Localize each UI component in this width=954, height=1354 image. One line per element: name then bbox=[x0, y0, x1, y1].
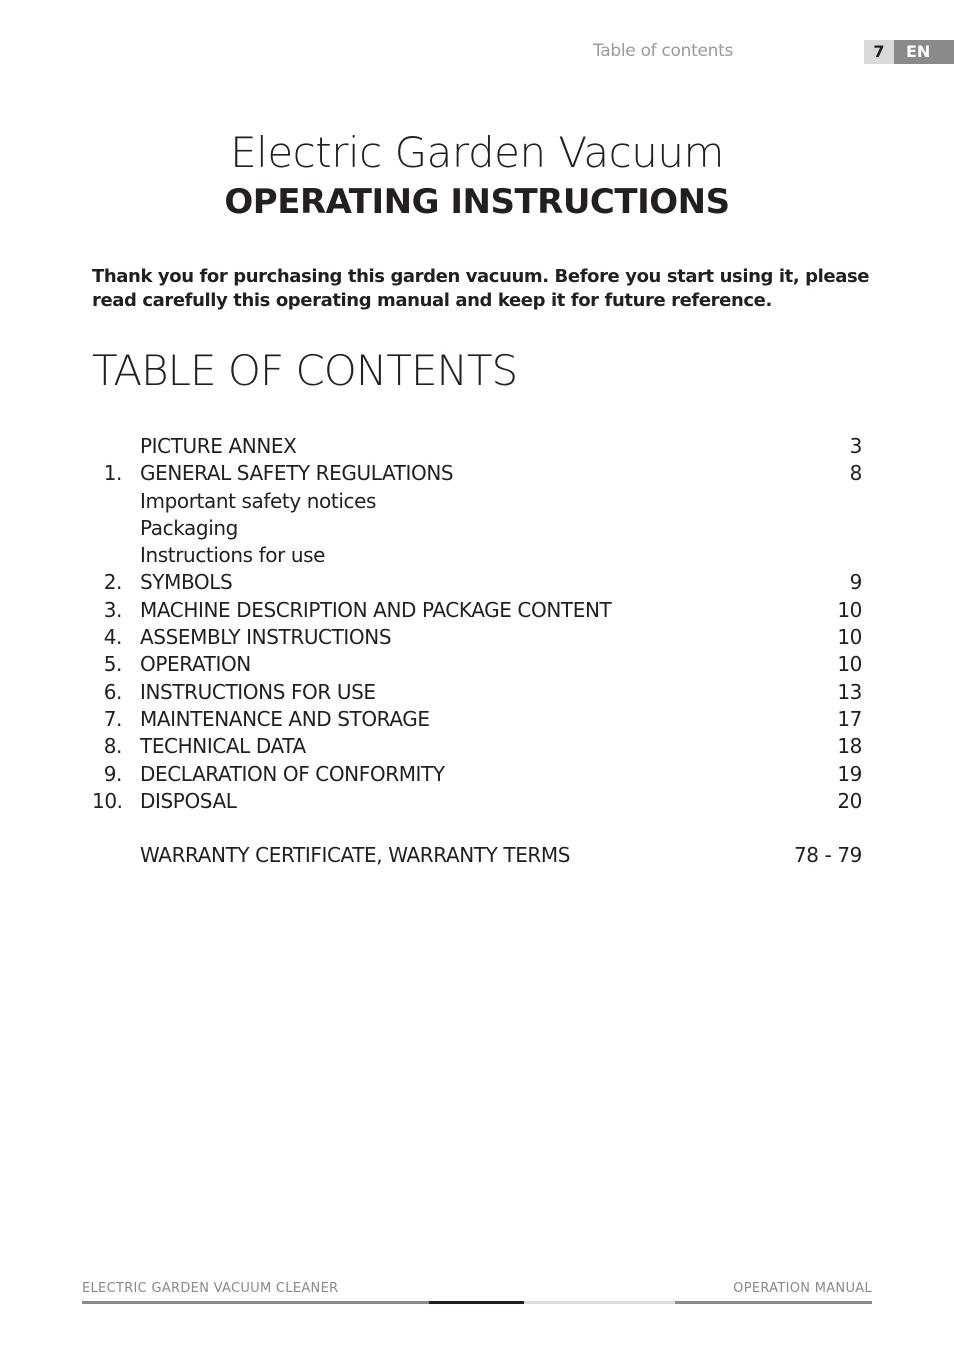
toc-entry-label: Instructions for use bbox=[140, 543, 326, 568]
toc-entry-number: 5. bbox=[103, 652, 122, 677]
toc-entry-page: 10 bbox=[837, 652, 862, 677]
toc-entry-page: 10 bbox=[837, 625, 862, 650]
toc-warranty-label: WARRANTY CERTIFICATE, WARRANTY TERMS bbox=[140, 843, 571, 868]
toc-entry-number: 7. bbox=[103, 706, 122, 731]
toc-entry-number: 10. bbox=[92, 788, 123, 813]
toc-spacer bbox=[92, 815, 862, 842]
toc-entry bbox=[92, 679, 862, 706]
toc-entry bbox=[92, 624, 862, 651]
toc-entry bbox=[92, 542, 862, 569]
footer-bar-mid-left bbox=[82, 1301, 429, 1304]
toc-entry bbox=[92, 433, 862, 460]
footer-product-name: ELECTRIC GARDEN VACUUM CLEANER bbox=[82, 1281, 339, 1296]
toc-entry-label: OPERATION bbox=[140, 652, 251, 677]
header-language-badge: EN bbox=[894, 40, 954, 64]
toc-entry-label: INSTRUCTIONS FOR USE bbox=[140, 679, 376, 704]
toc-entry bbox=[92, 488, 862, 515]
toc-entry-label: PICTURE ANNEX bbox=[140, 434, 297, 458]
toc-entry-page: 17 bbox=[837, 706, 862, 731]
toc-entry bbox=[92, 515, 862, 542]
toc-entry bbox=[92, 761, 862, 788]
toc-entry-label: DECLARATION OF CONFORMITY bbox=[140, 761, 445, 786]
toc-list bbox=[92, 433, 862, 869]
footer-bar-dark bbox=[429, 1301, 524, 1304]
toc-entry-label: DISPOSAL bbox=[140, 788, 237, 813]
toc-entry-number: 9. bbox=[103, 761, 122, 786]
toc-heading: TABLE OF CONTENTS bbox=[92, 346, 518, 395]
toc-entry-number: 1. bbox=[103, 461, 122, 486]
header-page-number: 7 bbox=[864, 40, 894, 64]
footer-bar-mid-right bbox=[675, 1301, 872, 1304]
toc-entry-page: 19 bbox=[837, 761, 862, 786]
footer-manual-type: OPERATION MANUAL bbox=[733, 1281, 872, 1296]
toc-entry-number: 8. bbox=[103, 734, 122, 759]
toc-entry-label: MAINTENANCE AND STORAGE bbox=[140, 706, 430, 731]
toc-entry-label: Important safety notices bbox=[140, 488, 376, 513]
document-subtitle: OPERATING INSTRUCTIONS bbox=[224, 182, 730, 222]
document-title: Electric Garden Vacuum bbox=[230, 128, 724, 177]
toc-entry bbox=[92, 569, 862, 596]
toc-entry-page: 8 bbox=[849, 461, 862, 486]
toc-entry-label: ASSEMBLY INSTRUCTIONS bbox=[140, 625, 392, 650]
toc-warranty-page: 78 - 79 bbox=[793, 843, 862, 868]
toc-entry-page: 18 bbox=[837, 734, 862, 759]
toc-entry-page: 20 bbox=[837, 788, 862, 813]
toc-entry-number: 2. bbox=[103, 570, 122, 595]
toc-entry bbox=[92, 651, 862, 678]
toc-entry bbox=[92, 597, 862, 624]
toc-entry bbox=[92, 460, 862, 487]
toc-entry-number: 6. bbox=[103, 679, 122, 704]
intro-paragraph: Thank you for purchasing this garden vacuum. Before you start using it, please read carefully this operating manual and keep it for future reference. bbox=[92, 266, 870, 311]
toc-entry-label: MACHINE DESCRIPTION AND PACKAGE CONTENT bbox=[140, 597, 612, 622]
toc-entry bbox=[92, 733, 862, 760]
footer-bar-light bbox=[524, 1301, 675, 1304]
toc-entry-page: 10 bbox=[837, 597, 862, 622]
toc-warranty-entry bbox=[92, 842, 862, 869]
toc-entry bbox=[92, 706, 862, 733]
toc-entry-label: TECHNICAL DATA bbox=[140, 734, 306, 759]
toc-entry bbox=[92, 788, 862, 815]
toc-entry-page: 13 bbox=[837, 679, 862, 704]
toc-entry-page: 3 bbox=[849, 434, 862, 458]
toc-entry-label: SYMBOLS bbox=[140, 570, 233, 595]
toc-entry-number: 3. bbox=[103, 597, 122, 622]
toc-entry-page: 9 bbox=[849, 570, 862, 595]
toc-entry-label: GENERAL SAFETY REGULATIONS bbox=[140, 461, 454, 486]
toc-entry-number: 4. bbox=[103, 625, 122, 650]
header-section-title: Table of contents bbox=[593, 41, 733, 61]
toc-entry-label: Packaging bbox=[140, 515, 238, 540]
